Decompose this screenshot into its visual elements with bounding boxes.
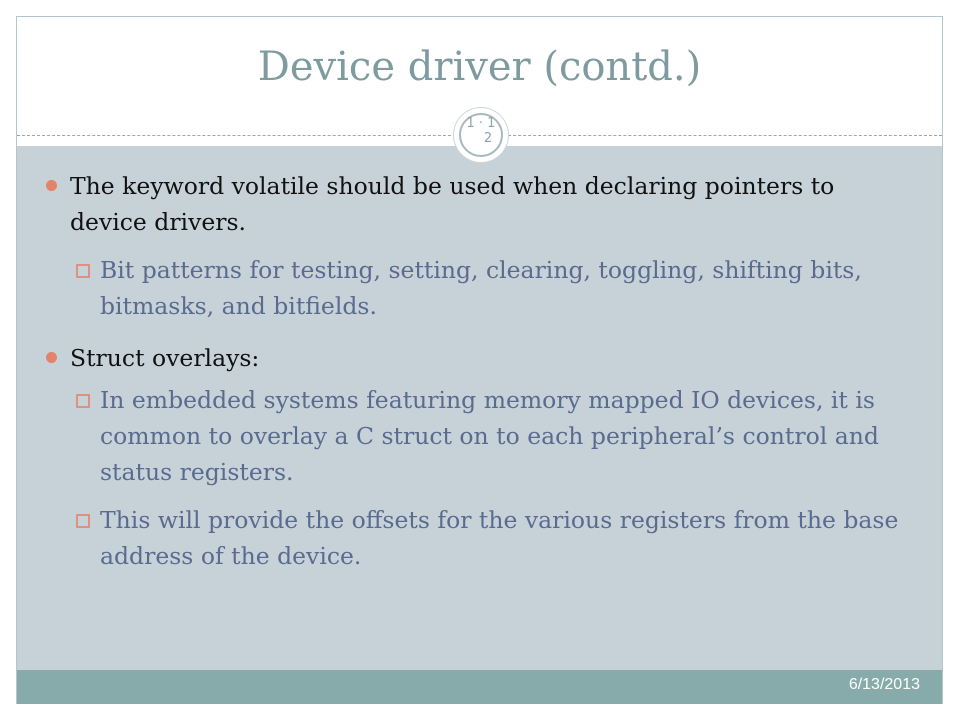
bullet-text: The keyword volatile should be used when declaring pointers to device drivers. — [70, 172, 835, 236]
sub-bullet-text: This will provide the offsets for the various registers from the base address of the device. — [100, 506, 899, 570]
sub-bullet-text: Bit patterns for testing, setting, clearing, toggling, shifting bits, bitmasks, and bitfields. — [100, 256, 862, 320]
slide-date: 6/13/2013 — [848, 676, 920, 693]
bullet-text: Struct overlays: — [70, 344, 260, 372]
page-number — [454, 116, 508, 146]
square-bullet-icon — [76, 264, 90, 278]
page-number-badge — [454, 108, 508, 162]
bullet-dot-icon — [46, 180, 57, 191]
slide-title: Device driver (contd.) — [257, 44, 702, 90]
sub-bullet-text: In embedded systems featuring memory mapped IO devices, it is common to overlay a C struct on to each peripheral’s control and status registers. — [100, 386, 879, 486]
square-bullet-icon — [76, 514, 90, 528]
page-number-line2: 2 — [483, 131, 493, 146]
page-number-line1: 1 · 1 — [466, 116, 496, 131]
footer-bar — [17, 670, 942, 704]
square-bullet-icon — [76, 394, 90, 408]
bullet-dot-icon — [46, 352, 57, 363]
